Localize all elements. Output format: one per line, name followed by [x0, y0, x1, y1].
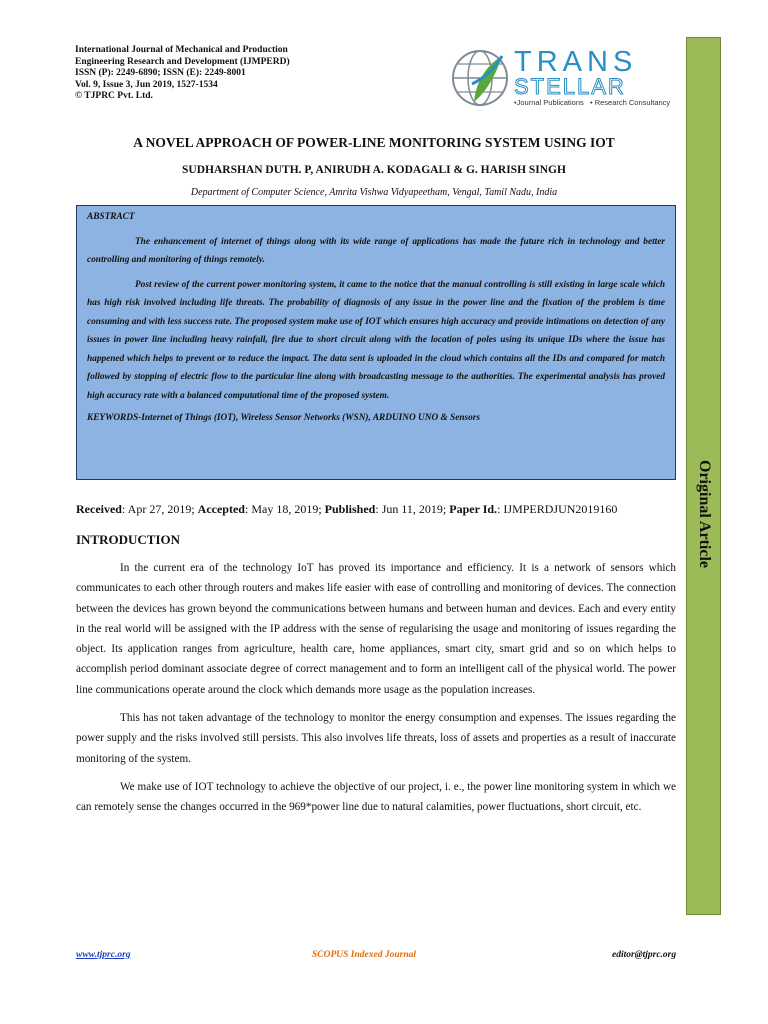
abstract-paragraph: Post review of the current power monitoring system, it came to the notice that the manual controlling is still existing in large scale which has high risk involved including life threats. The probability of diagnosis of any issue in the power line and the fixation of the problem is time consuming and with less success rate. The proposed system make use of IOT which ensures high accuracy and provide intimations on detection of any issues in power line including heavy rainfall, fire due to short circuit along with the location of poles using its unique IDs where the issue has happened which helps to prevent or to reduce the impact. The data sent is uploaded in the cloud which contains all the IDs and compared for match followed by stopping of electric flow to the particular line along with broadcasting message to the authorities. The experimental analysis has proved high accuracy rate with a balanced computational time of the proposed system. — [87, 279, 665, 401]
section-heading: INTRODUCTION — [76, 532, 181, 547]
received-date: : Apr 27, 2019; — [121, 502, 198, 516]
body-text — [76, 558, 676, 826]
journal-info — [75, 45, 375, 103]
paper-title: A NOVEL APPROACH OF POWER-LINE MONITORING SYSTEM USING IOT — [133, 135, 615, 150]
published-date: : Jun 11, 2019; — [375, 502, 450, 516]
transstellar-logo — [450, 44, 690, 110]
logo-word-stellar: STELLAR — [514, 74, 626, 99]
journal-line: ISSN (P): 2249-6890; ISSN (E): 2249-8001 — [75, 68, 246, 78]
footer-email-link[interactable]: editor@tjprc.org — [612, 950, 677, 960]
paper-id: : IJMPERDJUN2019160 — [497, 502, 618, 516]
published-label: Published — [324, 502, 376, 516]
side-band — [686, 37, 721, 915]
accepted-date: : May 18, 2019; — [244, 502, 325, 516]
abstract-box — [76, 205, 676, 480]
abstract-heading: ABSTRACT — [87, 212, 135, 222]
body-paragraph: We make use of IOT technology to achieve the objective of our project, i. e., the power line monitoring system in which we can remotely sense the changes occurred in the 969*power line due to natural calamities, power fluctuations, short circuit, etc. — [76, 780, 676, 814]
footer-scopus-label: SCOPUS Indexed Journal — [312, 950, 416, 960]
accepted-label: Accepted — [197, 502, 245, 516]
keywords: KEYWORDS-Internet of Things (IOT), Wireless Sensor Networks (WSN), ARDUINO UNO & Sensors — [87, 413, 481, 423]
body-paragraph: In the current era of the technology IoT has proved its importance and efficiency. It is a network of sensors which communicates to each other through routers and makes life easier with ease of controlling and monitoring of devices. The connection between the devices has grown beyond the communications between humans and between human and devices. Each and every entity in the real world will be assigned with the IP address with the sense of regularising the usage and monitoring of issues regarding the object. Its application ranges from agriculture, health care, home appliances, smart city, smart grid and so on which helps to accomplish period dominant associate degree of correct management and to form an intelligent call of the physical world. The power line communications operate around the clock which demands more usage as the population increases. — [76, 562, 676, 696]
body-paragraph: This has not taken advantage of the technology to monitor the energy consumption and expenses. The issues regarding the power supply and the risks involved still persists. This also involves life threats, loss of assets and properties as a result of inaccurate monitoring of the system. — [76, 712, 676, 765]
affiliation: Department of Computer Science, Amrita Vishwa Vidyapeetham, Vengal, Tamil Nadu, India — [190, 187, 558, 198]
journal-line: Vol. 9, Issue 3, Jun 2019, 1527-1534 — [75, 79, 218, 90]
abstract-paragraph: The enhancement of internet of things along with its wide range of applications has made the future rich in technology and better controlling and monitoring of things remotely. — [87, 236, 665, 265]
paper-id-label: Paper Id. — [449, 502, 498, 516]
logo-word-trans: TRANS — [514, 46, 638, 78]
journal-line: International Journal of Mechanical and Production — [75, 45, 288, 55]
journal-line: Engineering Research and Development (IJMPERD) — [75, 56, 290, 67]
authors: SUDHARSHAN DUTH. P, ANIRUDH A. KODAGALI & G. HARISH SINGH — [182, 164, 566, 176]
received-label: Received — [76, 502, 122, 516]
logo-tagline: •Journal Publications • Research Consultancy — [514, 98, 671, 107]
publication-dates — [76, 502, 686, 517]
side-label: Original Article — [695, 460, 713, 568]
footer-website-link[interactable]: www.tjprc.org — [76, 950, 131, 960]
journal-line: © TJPRC Pvt. Ltd. — [75, 91, 153, 101]
